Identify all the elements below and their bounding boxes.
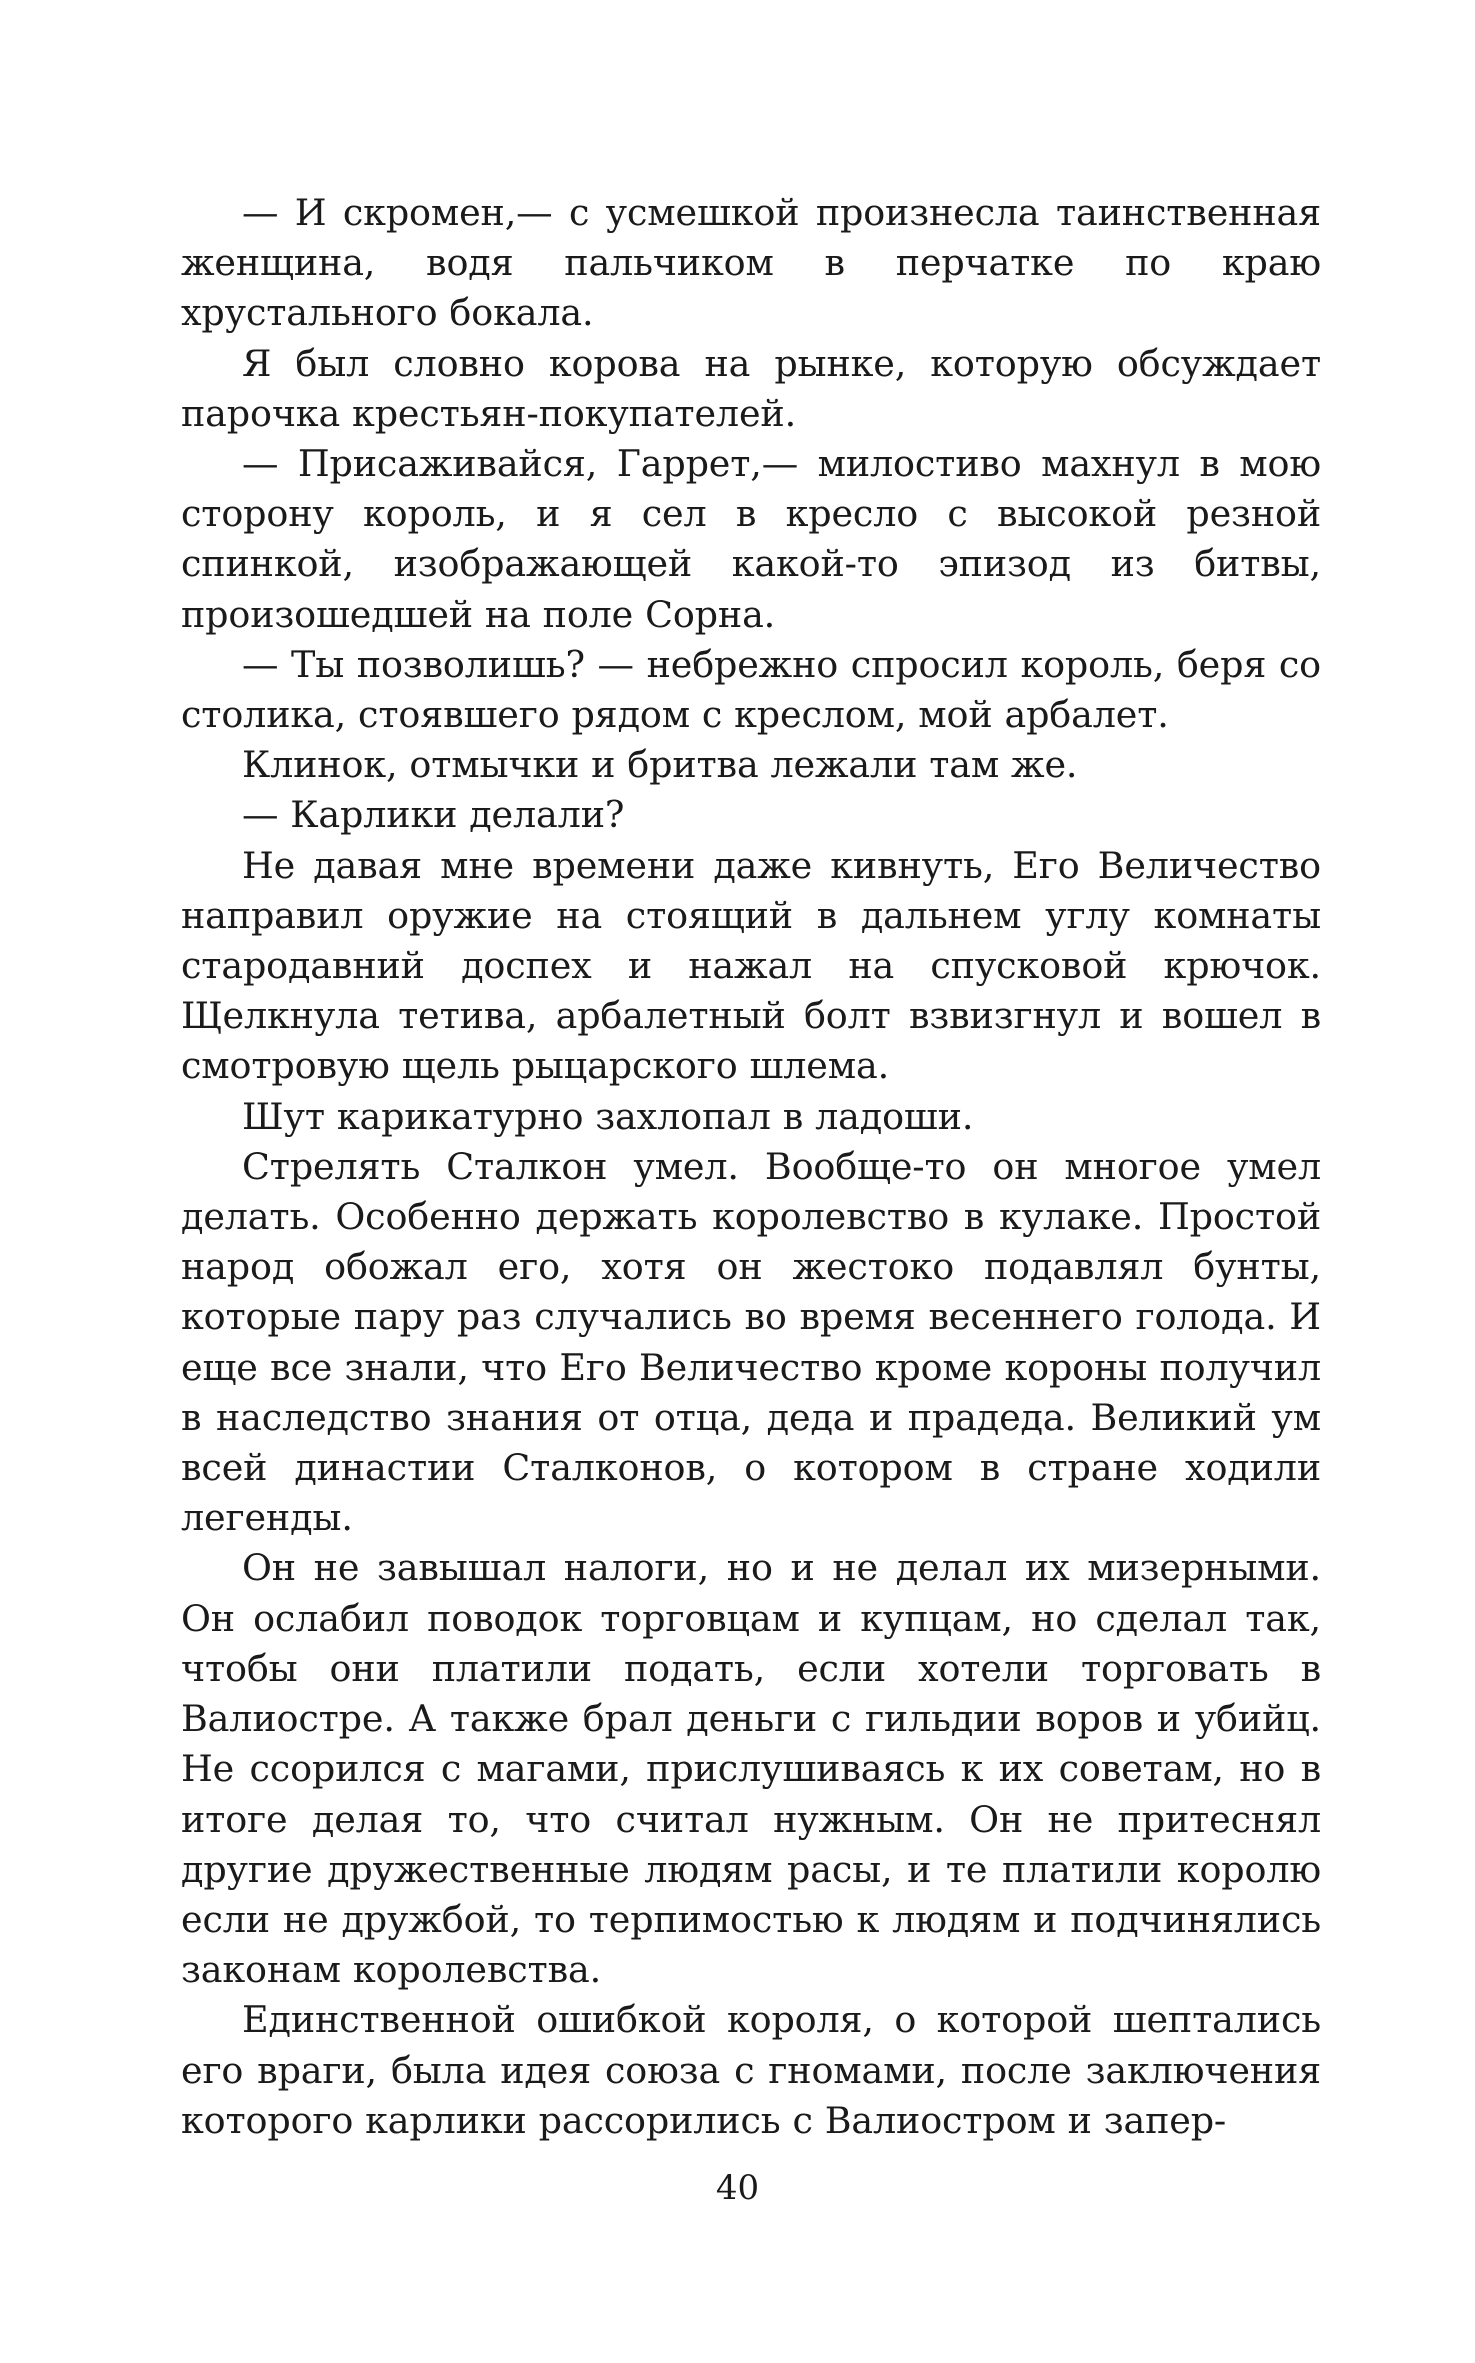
paragraph-4: — Ты позволишь? — небрежно спросил король, беря со столика, стоявшего рядом с креслом, мой арбалет.: [181, 642, 1321, 737]
paragraph-2: Я был словно корова на рынке, которую обсуждает парочка крестьян-покупателей.: [181, 341, 1321, 435]
paragraph-7: Не давая мне времени даже кивнуть, Его Величество направил оружие на стоящий в дальнем углу комнаты стародавний доспех и нажал на спусковой крючок. Щелкнула тетива, арбалетный болт взвизгнул и вошел в смотровую щель рыцарского шлема.: [181, 843, 1321, 1088]
page-number: 40: [715, 2168, 760, 2208]
paragraph-3: — Присаживайся, Гаррет,— милостиво махнул в мою сторону король, и я сел в кресло с высокой резной спинкой, изображающей какой-то эпизод из битвы, произошедшей на поле Сорна.: [181, 442, 1321, 636]
paragraph-1: — И скромен,— с усмешкой произнесла таинственная женщина, водя пальчиком в перчатке по краю хрустального бокала.: [181, 191, 1321, 335]
paragraph-11: Единственной ошибкой короля, о которой шептались его враги, была идея союза с гномами, после заключения которого карлики рассорились с Валиостром и запер-: [181, 1998, 1321, 2142]
paragraph-10: Он не завышал налоги, но и не делал их мизерными. Он ослабил поводок торговцам и купцам, но сделал так, чтобы они платили подать, если хотели торговать в Валиостре. А также брал деньги с гильдии воров и убийц. Не ссорился с магами, прислушиваясь к их советам, но в итоге делая то, что считал нужным. Он не притеснял другие дружественные людям расы, и те платили королю если не дружбой, то терпимостью к людям и подчинялись законам королевства.: [181, 1546, 1321, 1992]
paragraph-9: Стрелять Сталкон умел. Вообще-то он многое умел делать. Особенно держать королевство в кулаке. Простой народ обожал его, хотя он жестоко подавлял бунты, которые пару раз случались во время весеннего голода. И еще все знали, что Его Величество кроме короны получил в наследство знания от отца, деда и прадеда. Великий ум всей династии Сталконов, о котором в стране ходили легенды.: [181, 1144, 1321, 1540]
paragraph-6: — Карлики делали?: [242, 793, 625, 837]
paragraph-8: Шут карикатурно захлопал в ладоши.: [242, 1094, 974, 1138]
body-text: [181, 188, 1321, 2146]
paragraph-5: Клинок, отмычки и бритва лежали там же.: [242, 743, 1078, 787]
